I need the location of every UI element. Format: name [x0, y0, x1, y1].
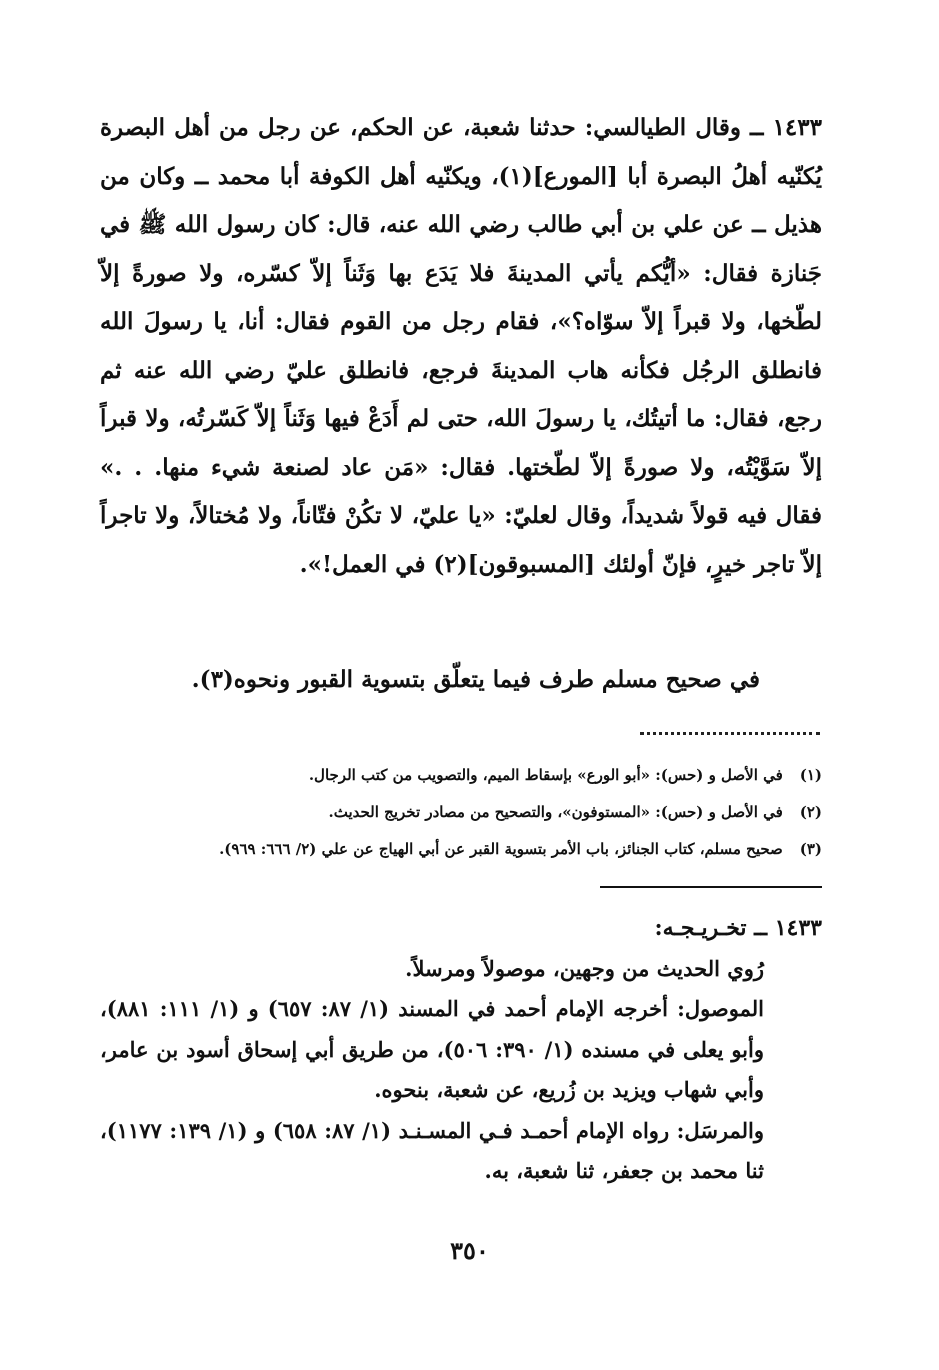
takhrij-mursal: والمرسَل: رواه الإمام أحمـد فـي المسـنـد (١/ ٨٧: ٦٥٨) و (١/ ١٣٩: ١١٧٧)، ثنا محمد بن جعفر، ثنا شعبة، به.: [100, 1117, 765, 1183]
footnote-number: (٢): [799, 803, 822, 821]
takhrij-heading: ١٤٣٣ ــ تخـريـجـه:: [654, 915, 822, 941]
footnote-item: [100, 831, 822, 868]
takhrij-section: [100, 908, 822, 1192]
footnotes: [100, 757, 822, 868]
hadith-text-block: [100, 104, 822, 589]
footnote-text: في الأصل و (حس): «المستوفون»، والتصحيح من مصادر تخريج الحديث.: [328, 803, 783, 821]
page-number: ٣٥٠: [450, 1236, 489, 1265]
footnote-item: [100, 794, 822, 831]
footnote-number: (١): [799, 766, 822, 784]
section-divider: [600, 886, 822, 888]
footnote-item: [100, 757, 822, 794]
sahih-muslim-note: في صحيح مسلم طرف فيما يتعلّق بتسوية القبور ونحوه(٣).: [191, 666, 760, 693]
takhrij-intro: رُوي الحديث من وجهين، موصولاً ومرسلاً.: [405, 955, 764, 981]
footnote-number: (٣): [799, 840, 822, 858]
hadith-paragraph: ١٤٣٣ ــ وقال الطيالسي: حدثنا شعبة، عن الحكم، عن رجل من أهل البصرة يُكنّيه أهلُ البصرة أبا [المورع](١)، ويكنّيه أهل الكوفة أبا محمد ــ وكان من هذيل ــ عن علي بن أبي طالب رضي الله عنه، قال: كان رسول الله ﷺ في جَنازة فقال: «أيُّكم يأتي المدينةَ فلا يَدَع بها وَثَناً إلاّ كسّره، ولا صورةً إلاّ لطّخها، ولا قبراً إلاّ سوّاه؟»، فقام رجل من القوم فقال: أنا، يا رسولَ الله فانطلق الرجُل فكأنه هاب المدينةَ فرجع، فانطلق عليّ رضي الله عنه ثم رجع، فقال: ما أتيتُك، يا رسولَ الله، حتى لم أَدَعْ فيها وَثَناً إلاّ كَسّرتُه، ولا قبراً إلاّ سَوَّيْتُه، ولا صورةً إلاّ لطّختها. فقال: «مَن عاد لصنعة شيء منها. . .» فقال فيه قولاً شديداً، وقال لعليّ: «يا عليّ، لا تكُنْ فتّاناً، ولا مُختالاً، ولا تاجراً إلاّ تاجر خيرٍ، فإنّ أولئك [المسبوقون](٢) في العمل!».: [100, 114, 822, 578]
footnote-separator: [640, 728, 820, 735]
takhrij-mawsul: الموصول: أخرجه الإمام أحمد في المسند (١/ ٨٧: ٦٥٧) و (١/ ١١١: ٨٨١)، وأبو يعلى في مسنده (١/ ٣٩٠: ٥٠٦)، من طريق أبي إسحاق أسود بن عامر، وأبي شهاب ويزيد بن زُريع، عن شعبة، بنحوه.: [100, 996, 764, 1102]
footnote-text: صحيح مسلم، كتاب الجنائز، باب الأمر بتسوية القبر عن أبي الهياج عن علي (٢/ ٦٦٦: ٩٦٩).: [219, 840, 783, 858]
footnote-text: في الأصل و (حس): «أبو الورع» بإسقاط الميم، والتصويب من كتب الرجال.: [308, 766, 783, 784]
